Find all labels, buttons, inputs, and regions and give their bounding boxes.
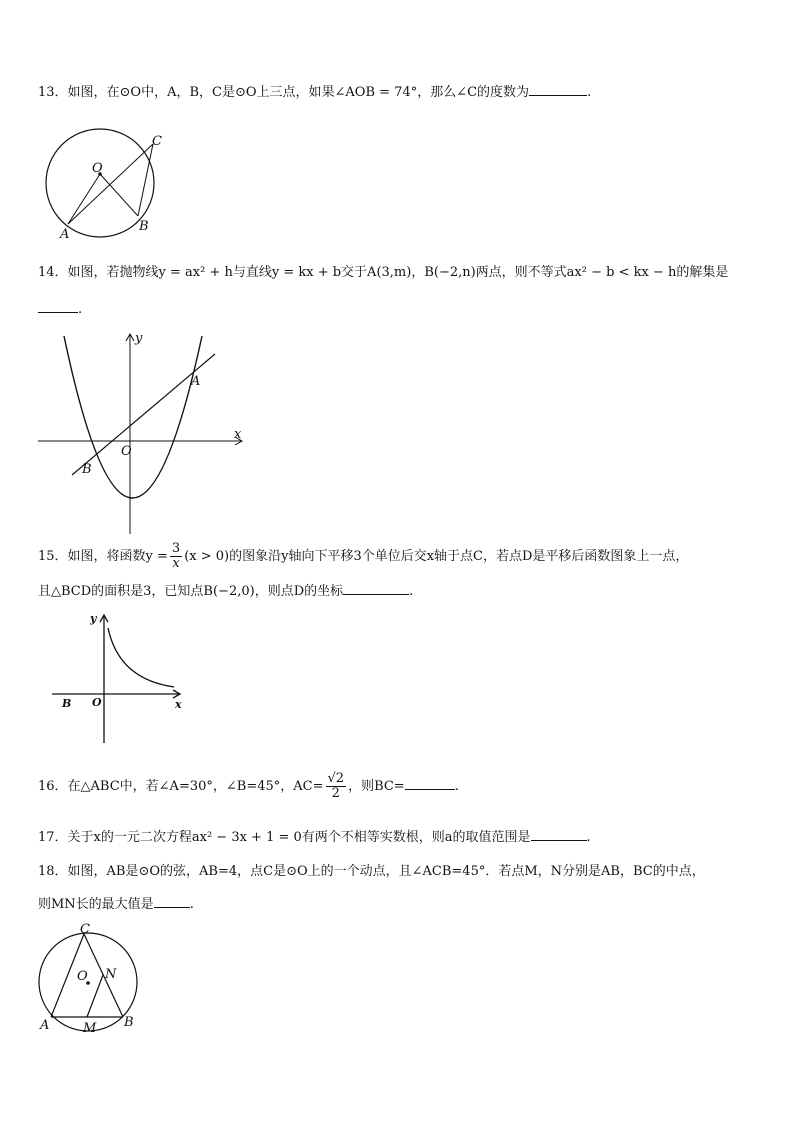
label-B: B: [62, 697, 72, 710]
label-B: B: [124, 1015, 134, 1030]
question-15-text-a: 15．如图，将函数y =: [38, 549, 168, 564]
line: [72, 354, 215, 475]
label-O: O: [121, 444, 132, 459]
question-18-text-b: 则MN长的最大值是: [38, 897, 154, 912]
question-14-text: 14．如图，若抛物线y = ax² + h与直线y = kx + b交于A(3,m)，B(−2,n)两点，则不等式ax² − b < kx − h的解集是: [38, 265, 729, 280]
question-17-text: 17．关于x的一元二次方程ax² − 3x + 1 = 0有两个不相等实数根，则a的取值范围是: [38, 830, 531, 845]
question-15: [38, 542, 764, 571]
label-N: N: [105, 967, 117, 982]
question-18-text: 18．如图，AB是⊙O的弦，AB=4，点C是⊙O上的一个动点，且∠ACB=45°．若点M，N分别是AB，BC的中点，: [38, 864, 705, 879]
segment-OB: [100, 174, 138, 216]
answer-blank[interactable]: [154, 893, 190, 908]
answer-blank[interactable]: [38, 298, 78, 313]
circle-figure-13: [38, 128, 168, 243]
circle-outline: [46, 129, 154, 237]
question-13: [38, 81, 764, 104]
fraction-numerator: 3: [171, 541, 181, 556]
fraction-denominator: x: [172, 556, 180, 571]
question-15-line2: [38, 580, 764, 603]
question-16-text-b: ，则BC=: [348, 779, 405, 794]
period: .: [586, 830, 591, 845]
question-13-text: 13．如图，在⊙O中，A，B，C是⊙O上三点，如果∠AOB = 74°，那么∠C的度数为: [38, 85, 530, 100]
label-A: A: [60, 227, 70, 242]
question-15-text-b: (x > 0)的图象沿y轴向下平移3个单位后交x轴于点C，若点D是平移后函数图象上一点，: [184, 549, 689, 564]
label-y: y: [90, 612, 97, 625]
period: .: [587, 85, 592, 100]
graph-figure-14: [38, 330, 248, 535]
label-A: A: [191, 374, 201, 389]
label-C: C: [80, 922, 90, 937]
segment-BC: [84, 934, 123, 1017]
fraction-denominator: 2: [331, 786, 340, 801]
question-17: [38, 826, 764, 849]
question-18: [38, 861, 764, 883]
label-y: y: [135, 331, 143, 346]
hyperbola-curve: [108, 628, 174, 687]
label-M: M: [83, 1021, 97, 1036]
question-16-text-a: 16．在△ABC中，若∠A=30°，∠B=45°，AC=: [38, 779, 324, 794]
period: .: [454, 779, 459, 794]
label-x: x: [234, 427, 242, 442]
fraction: [170, 542, 182, 571]
period: .: [189, 897, 194, 912]
answer-blank[interactable]: [529, 81, 587, 96]
fraction: [326, 772, 347, 801]
answer-blank[interactable]: [531, 826, 587, 841]
question-18-line2: [38, 893, 764, 916]
label-B: B: [82, 462, 92, 477]
label-O: O: [92, 696, 102, 709]
label-x: x: [175, 698, 182, 711]
label-C: C: [152, 134, 162, 149]
segment-MN: [87, 975, 103, 1017]
question-14: [38, 262, 764, 284]
label-O: O: [77, 969, 88, 984]
question-16: [38, 772, 764, 801]
answer-blank[interactable]: [405, 775, 455, 790]
label-A: A: [40, 1018, 50, 1033]
label-B: B: [139, 219, 149, 234]
question-14-answer: [38, 298, 764, 321]
answer-blank[interactable]: [343, 580, 409, 595]
fraction-numerator: √2: [327, 771, 345, 786]
period: .: [78, 302, 83, 317]
period: .: [409, 584, 414, 599]
question-15-text-c: 且△BCD的面积是3，已知点B(−2,0)，则点D的坐标: [38, 584, 344, 599]
graph-figure-15: [50, 610, 190, 745]
label-O: O: [92, 161, 103, 176]
circle-figure-18: [35, 920, 145, 1035]
segment-AC: [68, 144, 153, 224]
